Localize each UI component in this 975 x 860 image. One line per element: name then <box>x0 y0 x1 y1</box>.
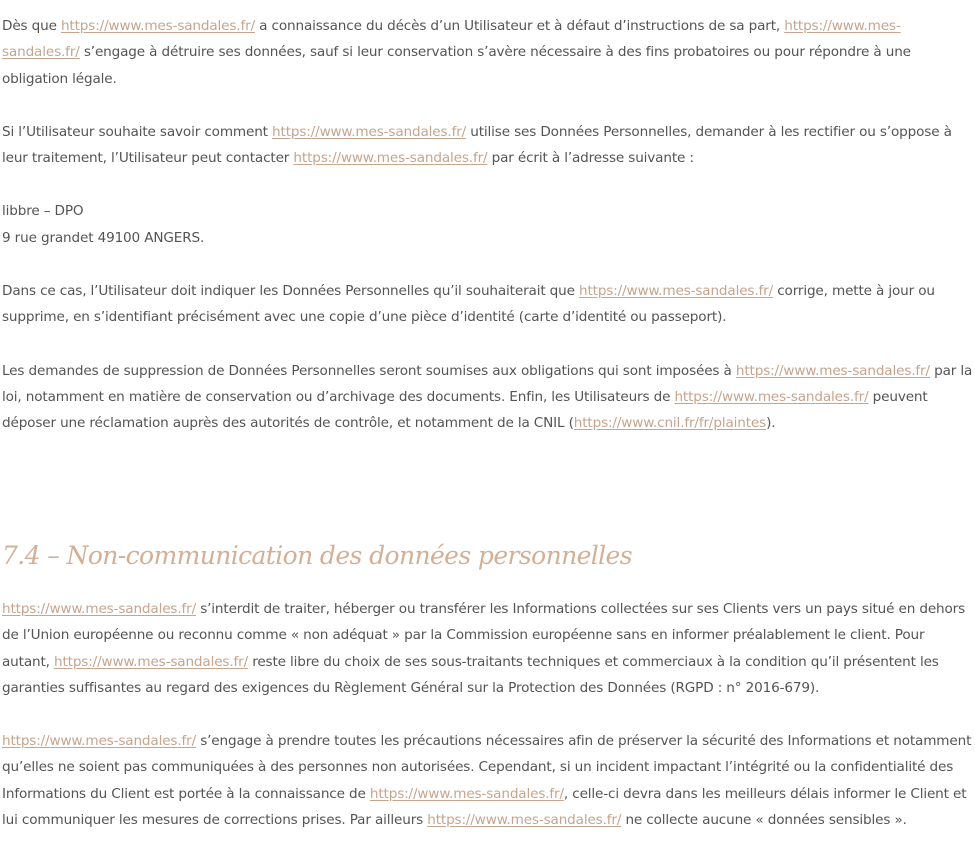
cnil-link[interactable]: https://www.cnil.fr/fr/plaintes <box>573 415 767 432</box>
paragraph-security <box>2 728 975 833</box>
text: Si l’Utilisateur souhaite savoir comment <box>2 123 273 140</box>
paragraph-identification <box>2 278 975 331</box>
section-heading: 7.4 – Non-communication des données personnelles <box>2 541 632 570</box>
text: par la loi, notamment en matière de conservation ou d’archivage des documents. Enfin, les Utilisateurs de <box>2 362 973 405</box>
document-body <box>2 13 975 464</box>
text: s’interdit de traiter, héberger ou transférer les Informations collectées sur ses Clients vers un pays situé en dehors de l’Union européenne ou reconnu comme « non adéquat » par la Commission européenne sans en informer préalablement le client. Pour autant, <box>2 601 966 670</box>
address-line-2: 9 rue grandet 49100 ANGERS. <box>2 229 205 246</box>
postal-address <box>2 198 975 251</box>
site-link[interactable]: https://www.mes-sandales.fr/ <box>293 150 488 167</box>
text: ). <box>766 415 776 432</box>
text: Les demandes de suppression de Données Personnelles seront soumises aux obligations qui sont imposées à <box>2 362 736 379</box>
text: utilise ses Données Personnelles, demander à les rectifier ou s’oppose à leur traitement, l’Utilisateur peut contacter <box>2 123 952 167</box>
text: Dans ce cas, l’Utilisateur doit indiquer les Données Personnelles qu’il souhaiterait que <box>2 283 579 300</box>
paragraph-non-transfer <box>2 596 975 701</box>
site-link[interactable]: https://www.mes-sandales.fr/ <box>674 388 869 405</box>
paragraph-deceased-user <box>2 13 975 92</box>
site-link[interactable]: https://www.mes-sandales.fr/ <box>427 812 622 829</box>
text: peuvent déposer une réclamation auprès des autorités de contrôle, et notamment de la CNIL ( <box>2 388 928 432</box>
site-link[interactable]: https://www.mes-sandales.fr/ <box>735 362 930 379</box>
text: Dès que <box>2 18 61 34</box>
site-link[interactable]: https://www.mes-sandales.fr/ <box>2 18 901 61</box>
site-link[interactable]: https://www.mes-sandales.fr/ <box>2 733 197 750</box>
paragraph-contact <box>2 119 975 172</box>
text: s’engage à détruire ses données, sauf si leur conservation s’avère nécessaire à des fins probatoires ou pour répondre à une obligation légale. <box>2 44 911 87</box>
site-link[interactable]: https://www.mes-sandales.fr/ <box>60 18 255 34</box>
text: reste libre du choix de ses sous-traitants techniques et commerciaux à la condition qu’il présentent les garanties suffisantes au regard des exigences du Règlement Général sur la Protection des Données (RGPD : n° 2016-679). <box>2 653 939 696</box>
text: a connaissance du décès d’un Utilisateur et à défaut d’instructions de sa part, <box>255 18 785 34</box>
site-link[interactable]: https://www.mes-sandales.fr/ <box>579 283 774 300</box>
text: par écrit à l’adresse suivante : <box>487 150 694 167</box>
site-link[interactable]: https://www.mes-sandales.fr/ <box>2 601 197 617</box>
text: corrige, mette à jour ou supprime, en s’identifiant précisément avec une copie d’une pièce d’identité (carte d’identité ou passeport). <box>2 283 935 326</box>
text: , celle-ci devra dans les meilleurs délais informer le Client et lui communiquer les mesures de corrections prises. Par ailleurs <box>2 785 967 829</box>
site-link[interactable]: https://www.mes-sandales.fr/ <box>369 785 564 802</box>
address-line-1: libbre – DPO <box>2 203 84 220</box>
site-link[interactable]: https://www.mes-sandales.fr/ <box>54 653 249 670</box>
section-body <box>2 596 975 860</box>
text: ne collecte aucune « données sensibles ». <box>621 812 907 829</box>
text: s’engage à prendre toutes les précautions nécessaires afin de préserver la sécurité des Informations et notamment qu’elles ne soient pas communiquées à des personnes non autorisées. Cependant, si un incident impactant l’intégrité ou la confidentialité des Informations du Client est portée à la connaissance de <box>2 733 972 802</box>
site-link[interactable]: https://www.mes-sandales.fr/ <box>272 123 467 140</box>
paragraph-deletion-requests <box>2 358 975 437</box>
